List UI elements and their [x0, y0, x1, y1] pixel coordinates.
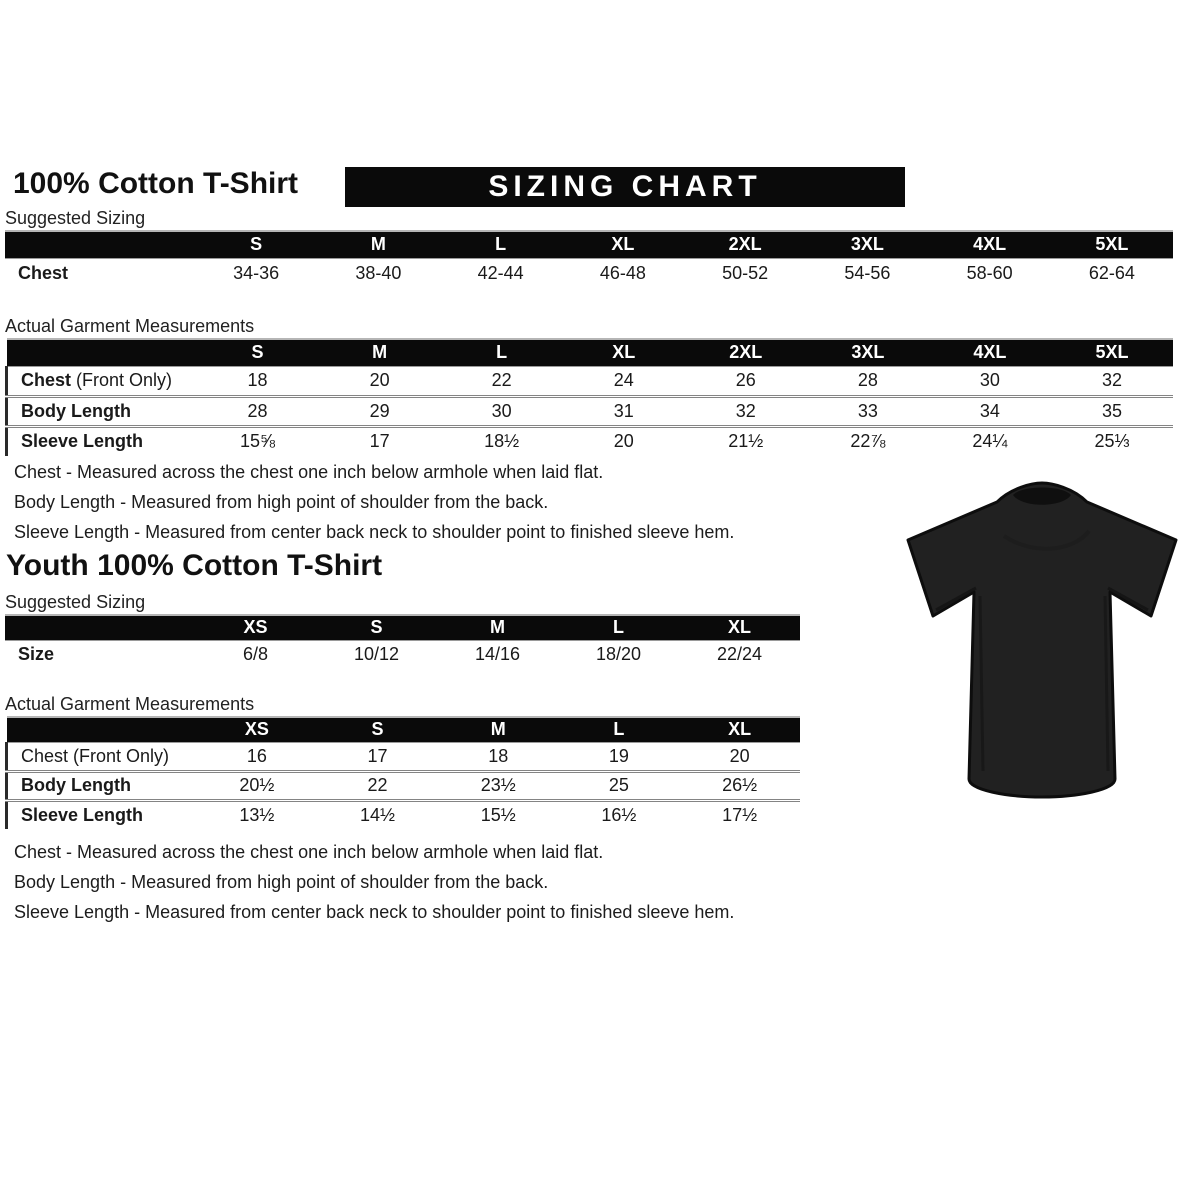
size-header: XS — [195, 615, 316, 640]
table-row — [7, 742, 801, 771]
cell: 50-52 — [722, 262, 769, 283]
adult-measurement-notes — [14, 457, 734, 547]
cell: 34-36 — [233, 262, 280, 283]
size-header: M — [319, 339, 441, 366]
cell: 16 — [246, 745, 267, 766]
adult-suggested-header-row — [5, 231, 1173, 258]
cell: 20 — [369, 370, 390, 390]
row-label: Size — [18, 644, 55, 665]
size-header: 2XL — [685, 339, 807, 366]
cell: 25 — [559, 771, 680, 800]
cell: 54-56 — [844, 262, 891, 283]
cell: 33 — [807, 396, 929, 426]
note-line: Chest - Measured across the chest one inch below armhole when laid flat. — [14, 462, 604, 482]
cell: 16½ — [559, 800, 680, 829]
row-label: Sleeve Length — [7, 426, 197, 456]
cell: 19 — [608, 745, 629, 766]
cell: 25⅓ — [1051, 426, 1173, 456]
size-header: XL — [563, 339, 685, 366]
size-header-blank — [5, 615, 195, 640]
youth-measurement-notes — [14, 837, 734, 927]
cell: 31 — [563, 396, 685, 426]
cell: 30 — [979, 370, 1000, 390]
size-header: XL — [679, 717, 800, 742]
cell: 17 — [319, 426, 441, 456]
note-line: Body Length - Measured from high point of shoulder from the back. — [14, 492, 549, 512]
adult-suggested-table — [5, 230, 1173, 288]
cell: 17½ — [679, 800, 800, 829]
cell: 38-40 — [355, 262, 402, 283]
row-label — [7, 742, 197, 771]
size-header: S — [197, 339, 319, 366]
cell: 23½ — [438, 771, 559, 800]
cell: 10/12 — [353, 644, 400, 665]
cell: 46-48 — [599, 262, 646, 283]
adult-actual-heading: Actual Garment Measurements — [5, 316, 255, 336]
adult-suggested-heading: Suggested Sizing — [5, 208, 146, 228]
size-header: 3XL — [806, 231, 928, 258]
sizing-chart-banner: SIZING CHART — [345, 167, 905, 207]
size-header: L — [558, 615, 679, 640]
tshirt-svg — [884, 476, 1200, 810]
cell: 18½ — [441, 426, 563, 456]
cell: 22 — [491, 370, 512, 390]
cell: 28 — [857, 370, 878, 390]
black-tshirt-image — [884, 476, 1200, 810]
cell: 26 — [735, 370, 756, 390]
cell: 20 — [563, 426, 685, 456]
size-header: 2XL — [684, 231, 806, 258]
cell: 58-60 — [966, 262, 1013, 283]
size-header: L — [559, 717, 680, 742]
youth-title: Youth 100% Cotton T-Shirt — [6, 549, 383, 582]
row-label-main: Chest — [21, 745, 69, 766]
size-header: M — [317, 231, 439, 258]
size-header: S — [316, 615, 437, 640]
size-header: 4XL — [929, 339, 1051, 366]
size-header: XL — [679, 615, 800, 640]
cell: 20½ — [197, 771, 318, 800]
table-row — [7, 771, 801, 800]
cell: 22⅞ — [807, 426, 929, 456]
youth-suggested-heading: Suggested Sizing — [5, 592, 146, 612]
cell: 18/20 — [595, 644, 642, 665]
size-header: S — [317, 717, 438, 742]
size-header: L — [441, 339, 563, 366]
cell: 21½ — [685, 426, 807, 456]
table-row — [5, 258, 1173, 288]
cell: 14/16 — [474, 644, 521, 665]
youth-actual-heading: Actual Garment Measurements — [5, 694, 255, 714]
size-header: 3XL — [807, 339, 929, 366]
cell: 24 — [613, 370, 634, 390]
row-label: Sleeve Length — [7, 800, 197, 829]
size-header: M — [437, 615, 558, 640]
youth-suggested-table — [5, 614, 800, 669]
size-header: S — [195, 231, 317, 258]
cell: 18 — [247, 370, 268, 390]
cell: 62-64 — [1088, 262, 1135, 283]
cell: 20 — [729, 745, 750, 766]
cell: 6/8 — [242, 644, 269, 665]
cell: 13½ — [197, 800, 318, 829]
cell: 32 — [685, 396, 807, 426]
row-label — [7, 366, 197, 396]
cell: 35 — [1051, 396, 1173, 426]
size-header: 4XL — [929, 231, 1051, 258]
cell: 17 — [367, 745, 388, 766]
tshirt-body — [908, 483, 1176, 797]
adult-actual-table — [5, 338, 1173, 456]
youth-actual-header-row — [7, 717, 801, 742]
size-header: M — [438, 717, 559, 742]
note-line: Body Length - Measured from high point of shoulder from the back. — [14, 872, 549, 892]
cell: 22/24 — [716, 644, 763, 665]
size-header-blank — [5, 231, 195, 258]
row-label-suffix: (Front Only) — [68, 745, 170, 766]
cell: 22 — [317, 771, 438, 800]
table-row — [7, 426, 1174, 456]
cell: 15½ — [438, 800, 559, 829]
row-label: Body Length — [7, 771, 197, 800]
note-line: Sleeve Length - Measured from center back neck to shoulder point to finished sleeve hem. — [14, 902, 735, 922]
cell: 14½ — [317, 800, 438, 829]
note-line: Chest - Measured across the chest one inch below armhole when laid flat. — [14, 842, 604, 862]
size-header: 5XL — [1051, 339, 1173, 366]
table-row — [7, 366, 1174, 396]
cell: 34 — [929, 396, 1051, 426]
row-label: Body Length — [7, 396, 197, 426]
cell: 28 — [197, 396, 319, 426]
size-header: L — [440, 231, 562, 258]
cell: 18 — [488, 745, 509, 766]
row-label-suffix: (Front Only) — [71, 370, 173, 390]
cell: 30 — [441, 396, 563, 426]
row-label: Chest — [18, 262, 69, 283]
cell: 15⅝ — [197, 426, 319, 456]
size-header: XL — [562, 231, 684, 258]
page-title: 100% Cotton T-Shirt — [13, 167, 299, 200]
cell: 26½ — [679, 771, 800, 800]
table-row — [7, 800, 801, 829]
cell: 24¼ — [929, 426, 1051, 456]
size-header: 5XL — [1051, 231, 1173, 258]
youth-actual-table — [5, 716, 800, 829]
size-header: XS — [197, 717, 318, 742]
youth-suggested-header-row — [5, 615, 800, 640]
adult-actual-header-row — [7, 339, 1174, 366]
note-line: Sleeve Length - Measured from center back neck to shoulder point to finished sleeve hem. — [14, 522, 735, 542]
size-header-blank — [7, 339, 197, 366]
cell: 32 — [1101, 370, 1122, 390]
cell: 29 — [319, 396, 441, 426]
row-label-main: Chest — [21, 370, 72, 390]
size-header-blank — [7, 717, 197, 742]
table-row — [5, 640, 800, 669]
table-row — [7, 396, 1174, 426]
cell: 42-44 — [477, 262, 524, 283]
